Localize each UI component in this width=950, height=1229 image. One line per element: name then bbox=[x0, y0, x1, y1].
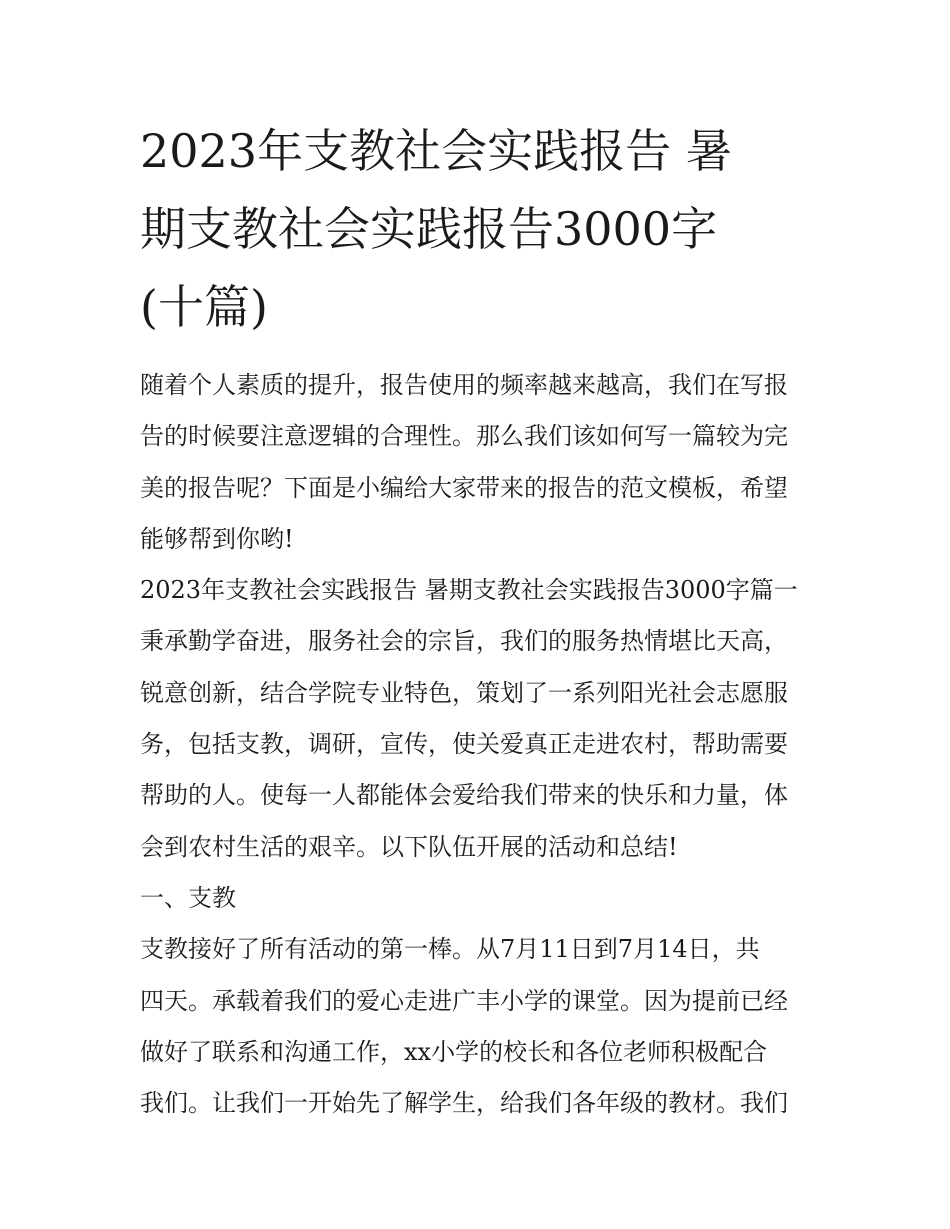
document-page bbox=[140, 112, 820, 1129]
section-heading-line: 2023年支教社会实践报告 暑期支教社会实践报告3000字篇一 bbox=[140, 576, 798, 605]
body-line: 能够帮到你哟! bbox=[140, 524, 294, 553]
body-line: 做好了联系和沟通工作，xx小学的校长和各位老师积极配合 bbox=[140, 1037, 768, 1066]
document-title bbox=[140, 112, 820, 346]
title-line: 2023年支教社会实践报告 暑 bbox=[140, 124, 732, 178]
body-line: 会到农村生活的艰辛。以下队伍开展的活动和总结! bbox=[140, 832, 678, 861]
title-line: 期支教社会实践报告3000字 bbox=[140, 202, 718, 256]
body-line: 支教接好了所有活动的第一棒。从7月11日到7月14日，共 bbox=[140, 935, 760, 964]
body-line: 锐意创新，结合学院专业特色，策划了一系列阳光社会志愿服 bbox=[140, 678, 788, 707]
body-line: 告的时候要注意逻辑的合理性。那么我们该如何写一篇较为完 bbox=[140, 422, 788, 451]
body-line: 随着个人素质的提升，报告使用的频率越来越高，我们在写报 bbox=[140, 371, 788, 399]
body-line: 美的报告呢？下面是小编给大家带来的报告的范文模板，希望 bbox=[140, 473, 788, 502]
body-line: 帮助的人。使每一人都能体会爱给我们带来的快乐和力量，体 bbox=[140, 781, 788, 810]
body-line: 务，包括支教，调研，宣传，使关爱真正走进农村，帮助需要 bbox=[140, 730, 788, 759]
body-line: 四天。承载着我们的爱心走进广丰小学的课堂。因为提前已经 bbox=[140, 986, 788, 1015]
body-line: 我们。让我们一开始先了解学生，给我们各年级的教材。我们 bbox=[140, 1089, 788, 1118]
body-line: 秉承勤学奋进，服务社会的宗旨，我们的服务热情堪比天高， bbox=[140, 627, 788, 656]
title-line: (十篇) bbox=[140, 280, 268, 334]
document-body bbox=[140, 360, 820, 1129]
section-heading-line: 一、支教 bbox=[140, 883, 236, 912]
